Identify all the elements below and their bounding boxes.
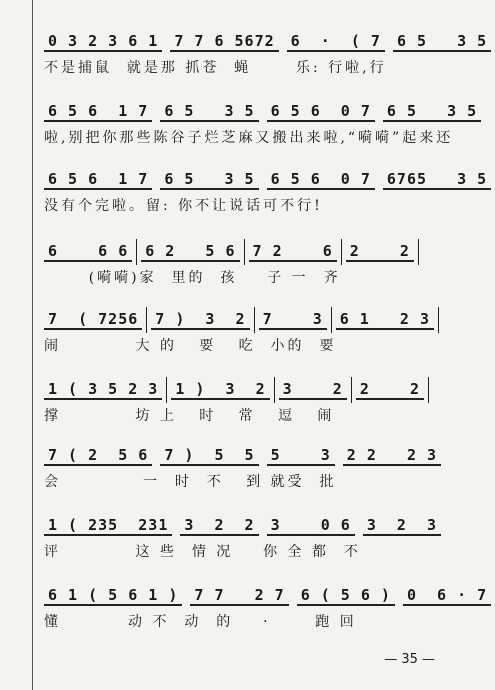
notation-line — [44, 376, 444, 404]
measure: 7 3 — [259, 310, 327, 330]
measure: 2 2 — [346, 242, 414, 262]
score-row-8 — [44, 512, 444, 564]
lyric-line: (嗬嗬)家 里的 孩 子 一 齐 — [44, 270, 341, 286]
score-row-5 — [44, 306, 444, 358]
measure: 7 7 6 5672 — [170, 32, 278, 52]
lyric-line: 没有个完啦。留: 你不让说话可不行! — [44, 198, 323, 214]
page-number: — 35 — — [384, 652, 435, 667]
measure: 7 2 6 — [249, 242, 337, 262]
barline — [428, 377, 429, 403]
measure: 6 5 6 0 7 — [267, 102, 375, 122]
measure: 6 1 ( 5 6 1 ) — [44, 586, 182, 606]
measure: 5 3 — [267, 446, 335, 466]
lyric-line: 不是捕鼠 就是那 抓苍 蝇 乐: 行啦,行 — [44, 60, 387, 76]
barline — [166, 377, 167, 403]
measure: 0 3 2 3 6 1 — [44, 32, 162, 52]
measure: 1 ( 235 231 — [44, 516, 172, 536]
notation-line — [44, 238, 444, 266]
barline — [136, 239, 137, 265]
measure: 3 2 3 — [363, 516, 441, 536]
notation-line — [44, 442, 444, 470]
measure: 7 ) 3 2 — [151, 310, 249, 330]
measure: 7 7 2 7 — [190, 586, 288, 606]
lyric-line: 啦,别把你那些陈谷子烂芝麻又搬出来啦,“嗬嗬”起来还 — [44, 130, 454, 146]
measure: 6 5 3 5 — [393, 32, 491, 52]
barline — [438, 307, 439, 333]
measure: 1 ( 3 5 2 3 — [44, 380, 162, 400]
measure: 6 · ( 7 — [287, 32, 385, 52]
barline — [351, 377, 352, 403]
barline — [254, 307, 255, 333]
barline — [418, 239, 419, 265]
measure: 7 ( 2 5 6 — [44, 446, 152, 466]
score-row-7 — [44, 442, 444, 494]
measure: 1 ) 3 2 — [171, 380, 269, 400]
measure: 6 5 6 1 7 — [44, 170, 152, 190]
page-binding-rule — [32, 0, 33, 690]
barline — [146, 307, 147, 333]
barline — [341, 239, 342, 265]
measure: 6 2 5 6 — [141, 242, 239, 262]
notation-line — [44, 306, 444, 334]
measure: 2 2 2 3 — [343, 446, 441, 466]
measure: 3 0 6 — [267, 516, 355, 536]
lyric-line: 闹 大 的 要 吃 小的 要 — [44, 338, 337, 354]
measure: 6 5 3 5 — [160, 102, 258, 122]
measure: 6765 3 5 — [383, 170, 491, 190]
measure: 6 5 3 5 — [160, 170, 258, 190]
lyric-line: 评 这 些 情 况 你 全 都 不 — [44, 544, 361, 560]
score-row-3 — [44, 166, 488, 218]
barline — [274, 377, 275, 403]
notation-line — [44, 28, 488, 56]
score-row-1 — [44, 28, 488, 80]
measure: 7 ) 5 5 — [160, 446, 258, 466]
lyric-line: 会 一 时 不 到 就受 批 — [44, 474, 337, 490]
measure: 3 2 2 — [180, 516, 258, 536]
measure: 0 6 · 7 — [403, 586, 491, 606]
measure: 3 2 — [279, 380, 347, 400]
score-row-4 — [44, 238, 444, 290]
score-row-2 — [44, 98, 478, 150]
measure: 2 2 — [356, 380, 424, 400]
measure: 7 ( 7256 — [44, 310, 142, 330]
notation-line — [44, 166, 488, 194]
barline — [244, 239, 245, 265]
notation-line — [44, 582, 488, 610]
measure: 6 1 2 3 — [336, 310, 434, 330]
lyric-line: 撑 坊 上 时 常 逗 闹 — [44, 408, 335, 424]
notation-line — [44, 98, 478, 126]
measure: 6 5 3 5 — [383, 102, 481, 122]
measure: 6 6 6 — [44, 242, 132, 262]
measure: 6 5 6 0 7 — [267, 170, 375, 190]
measure: 6 ( 5 6 ) — [297, 586, 395, 606]
barline — [331, 307, 332, 333]
lyric-line: 懂 动 不 动 的 · 跑 回 — [44, 614, 357, 630]
notation-line — [44, 512, 444, 540]
measure: 6 5 6 1 7 — [44, 102, 152, 122]
score-row-9 — [44, 582, 488, 634]
score-row-6 — [44, 376, 444, 428]
